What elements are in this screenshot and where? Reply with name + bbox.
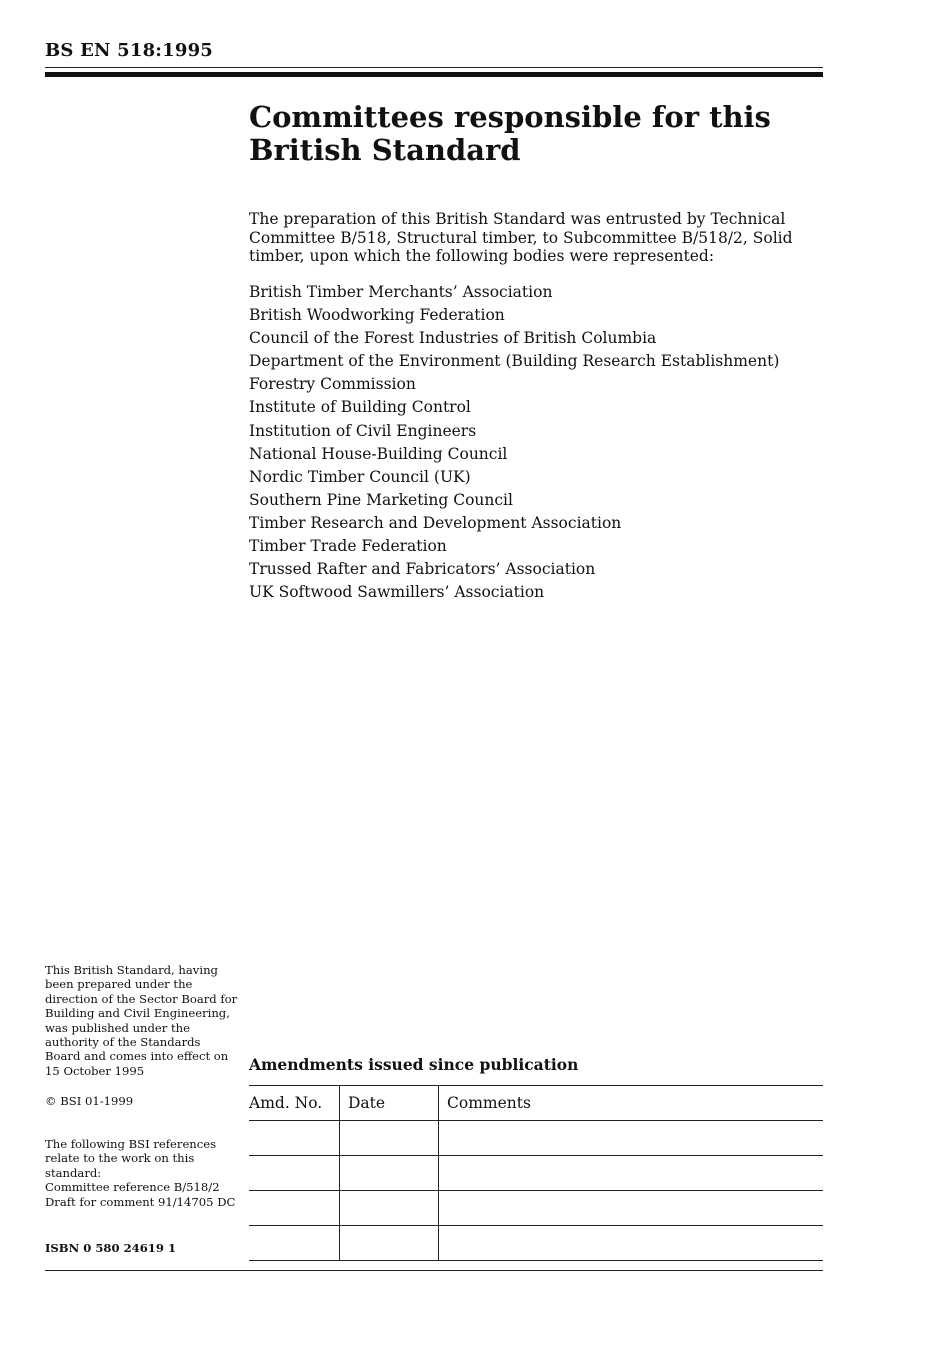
list-item: UK Softwood Sawmillers’ Association: [249, 583, 545, 602]
footer-rule: [45, 1270, 823, 1271]
table-cell: [340, 1156, 439, 1191]
table-cell: [249, 1121, 340, 1156]
bsi-references-line: The following BSI references: [45, 1137, 217, 1151]
copyright-note: © BSI 01-1999: [45, 1094, 134, 1108]
list-item: Nordic Timber Council (UK): [249, 467, 471, 486]
bsi-references-line: Committee reference B/518/2: [45, 1180, 220, 1195]
column-header-comments: Comments: [439, 1086, 824, 1121]
header-rule-thin: [45, 67, 823, 68]
table-cell: [439, 1121, 824, 1156]
list-item: Council of the Forest Industries of British Columbia: [249, 329, 657, 348]
document-id: BS EN 518:1995: [45, 40, 214, 61]
amendments-table: [249, 1085, 823, 1261]
table-cell: [439, 1156, 824, 1191]
publication-note-line: 15 October 1995: [45, 1063, 145, 1078]
intro-paragraph: The preparation of this British Standard was entrusted by Technical Committee B/518, Structural timber, to Subcommittee B/518/2, Solid timber, upon which the following bodies were represented:: [249, 210, 793, 265]
publication-note-line: direction of the Sector Board for: [45, 991, 238, 1006]
table-row: [249, 1121, 823, 1156]
table-cell: [439, 1191, 824, 1226]
publication-note: [45, 963, 240, 1078]
table-header-row: [249, 1086, 823, 1121]
publication-note-line: authority of the Standards: [45, 1035, 201, 1050]
list-item: British Timber Merchants’ Association: [249, 283, 553, 301]
isbn: ISBN 0 580 24619 1: [45, 1241, 177, 1255]
publication-note-line: This British Standard, having: [45, 963, 218, 977]
bsi-references-note: [45, 1137, 240, 1209]
header-rule-thick: [45, 72, 823, 77]
table-cell: [340, 1191, 439, 1226]
amendments-heading: Amendments issued since publication: [249, 1055, 579, 1074]
list-item: Forestry Commission: [249, 375, 416, 394]
table-cell: [249, 1191, 340, 1226]
table-cell: [340, 1121, 439, 1156]
bsi-references-line: relate to the work on this: [45, 1151, 195, 1166]
page-title-line-1: Committees responsible for this: [249, 100, 771, 134]
publication-note-line: Board and comes into effect on: [45, 1049, 229, 1064]
publication-note-line: Building and Civil Engineering,: [45, 1006, 230, 1021]
bsi-references-line: standard:: [45, 1165, 102, 1180]
column-header-date: Date: [340, 1086, 439, 1121]
table-row: [249, 1156, 823, 1191]
table-cell: [439, 1226, 824, 1261]
list-item: Trussed Rafter and Fabricators’ Association: [249, 560, 596, 579]
table-cell: [249, 1226, 340, 1261]
table-cell: [340, 1226, 439, 1261]
table-row: [249, 1191, 823, 1226]
publication-note-line: been prepared under the: [45, 977, 193, 992]
publication-note-line: was published under the: [45, 1020, 191, 1035]
list-item: Timber Trade Federation: [249, 537, 447, 556]
table-row: [249, 1226, 823, 1261]
bsi-references-line: Draft for comment 91/14705 DC: [45, 1194, 236, 1209]
page-title: [249, 101, 809, 167]
list-item: National House-Building Council: [249, 444, 508, 463]
column-header-amd-no: Amd. No.: [249, 1086, 340, 1121]
list-item: Department of the Environment (Building Research Establishment): [249, 352, 780, 371]
list-item: Southern Pine Marketing Council: [249, 490, 513, 509]
list-item: British Woodworking Federation: [249, 306, 505, 325]
table-cell: [249, 1156, 340, 1191]
list-item: Institution of Civil Engineers: [249, 421, 477, 440]
list-item: Timber Research and Development Association: [249, 513, 622, 532]
represented-bodies-list: [249, 281, 829, 604]
page-title-line-2: British Standard: [249, 133, 521, 167]
list-item: Institute of Building Control: [249, 398, 471, 417]
